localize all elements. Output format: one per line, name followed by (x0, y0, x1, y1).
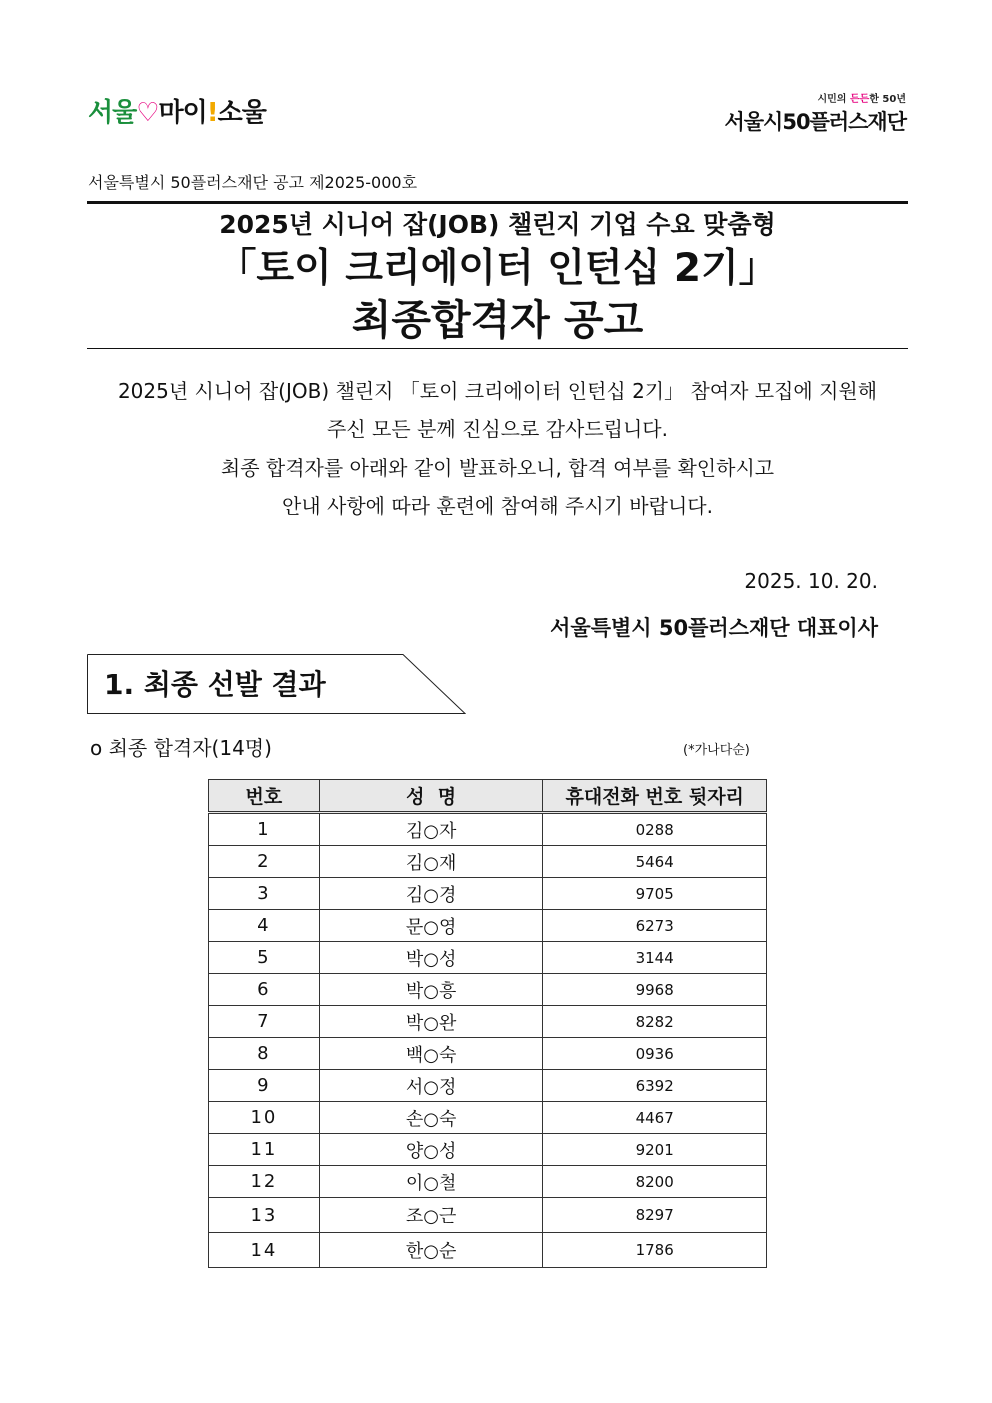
row-number: 1 (209, 813, 320, 846)
table-header-row (209, 780, 767, 813)
header-phone: 휴대전화 번호 뒷자리 (543, 780, 767, 813)
row-phone-suffix: 6273 (543, 910, 767, 942)
body-paragraph-line: 최종 합격자를 아래와 같이 발표하오니, 합격 여부를 확인하시고 (220, 456, 775, 480)
logo-part: ! (206, 98, 218, 128)
row-name: 김○재 (319, 846, 543, 878)
table-row (209, 846, 767, 878)
body-paragraph-line: 2025년 시니어 잡(JOB) 챌린지 「토이 크리에이터 인턴십 2기」 참여자 모집에 지원해 (117, 379, 878, 403)
row-name: 박○성 (319, 942, 543, 974)
row-number: 12 (209, 1166, 320, 1198)
foundation-name: 서울시50플러스재단 (724, 110, 906, 134)
row-name: 서○정 (319, 1070, 543, 1102)
row-phone-suffix: 8297 (543, 1198, 767, 1233)
notice-date: 2025. 10. 20. (744, 569, 878, 593)
section-heading: 1. 최종 선발 결과 (104, 668, 326, 701)
seoul-my-soul-logo (88, 92, 266, 129)
row-name: 조○근 (319, 1198, 543, 1233)
row-number: 6 (209, 974, 320, 1006)
row-name: 박○흥 (319, 974, 543, 1006)
row-name: 김○자 (319, 813, 543, 846)
table-row (209, 1233, 767, 1268)
row-name: 문○영 (319, 910, 543, 942)
logo-part: 마이 (158, 98, 207, 128)
row-name: 손○숙 (319, 1102, 543, 1134)
row-phone-suffix: 6392 (543, 1070, 767, 1102)
row-phone-suffix: 1786 (543, 1233, 767, 1268)
sort-order-note: (*가나다순) (683, 743, 750, 758)
table-row (209, 878, 767, 910)
row-name: 이○철 (319, 1166, 543, 1198)
row-number: 14 (209, 1233, 320, 1268)
row-name: 양○성 (319, 1134, 543, 1166)
table-row (209, 942, 767, 974)
results-table (208, 779, 767, 1268)
row-name: 김○경 (319, 878, 543, 910)
table-row (209, 910, 767, 942)
table-row (209, 1070, 767, 1102)
row-phone-suffix: 4467 (543, 1102, 767, 1134)
row-number: 3 (209, 878, 320, 910)
row-number: 7 (209, 1006, 320, 1038)
header-name: 성 명 (319, 780, 543, 813)
row-phone-suffix: 9968 (543, 974, 767, 1006)
row-name: 한○순 (319, 1233, 543, 1268)
row-phone-suffix: 8200 (543, 1166, 767, 1198)
row-phone-suffix: 9705 (543, 878, 767, 910)
row-number: 11 (209, 1134, 320, 1166)
row-number: 10 (209, 1102, 320, 1134)
row-phone-suffix: 9201 (543, 1134, 767, 1166)
row-phone-suffix: 5464 (543, 846, 767, 878)
row-phone-suffix: 3144 (543, 942, 767, 974)
table-row (209, 1006, 767, 1038)
row-name: 박○완 (319, 1006, 543, 1038)
table-row (209, 1134, 767, 1166)
title-bottom-rule (87, 348, 908, 349)
notice-title: 「토이 크리에이터 인턴십 2기」 (217, 246, 778, 291)
foundation-tagline: 시민의 든든한 50년 (817, 94, 906, 105)
header-number: 번호 (209, 780, 320, 813)
table-row (209, 1038, 767, 1070)
table-row (209, 974, 767, 1006)
logo-part: 소울 (217, 98, 266, 128)
body-paragraph-line: 안내 사항에 따라 훈련에 참여해 주시기 바랍니다. (282, 494, 713, 518)
table-row (209, 1166, 767, 1198)
logo-part: 서울 (88, 98, 137, 128)
row-number: 5 (209, 942, 320, 974)
row-phone-suffix: 0936 (543, 1038, 767, 1070)
foundation-logo (724, 90, 906, 136)
notice-number: 서울특별시 50플러스재단 공고 제2025-000호 (88, 173, 418, 192)
row-number: 13 (209, 1198, 320, 1233)
body-paragraph-line: 주신 모든 분께 진심으로 감사드립니다. (327, 417, 668, 441)
table-row (209, 1198, 767, 1233)
row-name: 백○숙 (319, 1038, 543, 1070)
row-number: 9 (209, 1070, 320, 1102)
table-row (209, 813, 767, 846)
row-phone-suffix: 8282 (543, 1006, 767, 1038)
notice-title-secondary: 최종합격자 공고 (351, 296, 644, 344)
heart-icon: ♡ (136, 98, 159, 128)
notice-subtitle: 2025년 시니어 잡(JOB) 챌린지 기업 수요 맞춤형 (219, 210, 776, 239)
table-row (209, 1102, 767, 1134)
title-top-rule (87, 201, 908, 204)
notice-signer: 서울특별시 50플러스재단 대표이사 (550, 616, 878, 640)
row-number: 2 (209, 846, 320, 878)
results-bullet-heading: o 최종 합격자(14명) (90, 736, 272, 760)
row-number: 8 (209, 1038, 320, 1070)
row-phone-suffix: 0288 (543, 813, 767, 846)
row-number: 4 (209, 910, 320, 942)
